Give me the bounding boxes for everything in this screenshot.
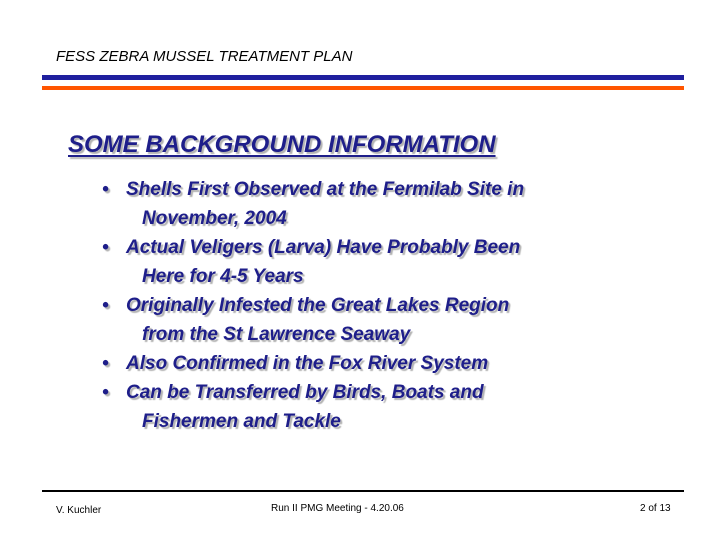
footer-page-number: 2 of 13 [640,503,671,514]
bullet-text-continuation: from the St Lawrence Seaway [142,324,411,345]
footer-rule [42,490,684,492]
bullet-mark: • [102,237,109,258]
section-title: SOME BACKGROUND INFORMATION [68,131,496,158]
bullet-mark: • [102,353,109,374]
bullet-item [100,175,680,233]
bullet-item [100,233,680,291]
bullet-item [100,378,680,436]
bullet-text-continuation: Here for 4-5 Years [142,266,304,287]
bullet-text-line: Originally Infested the Great Lakes Region [126,295,510,316]
bullet-mark: • [102,179,109,200]
bullet-text-line: Shells First Observed at the Fermilab Site in [126,179,525,200]
bullet-item [100,291,680,349]
header-rule-orange [42,86,684,90]
header-rule-blue [42,75,684,80]
bullet-mark: • [102,295,109,316]
bullet-item [100,349,680,378]
bullet-text-continuation: Fishermen and Tackle [142,411,341,432]
header-title: FESS ZEBRA MUSSEL TREATMENT PLAN [56,48,353,65]
bullet-text-line: Can be Transferred by Birds, Boats and [126,382,484,403]
bullet-text-continuation: November, 2004 [142,208,287,229]
bullet-text-line: Actual Veligers (Larva) Have Probably Been [126,237,521,258]
bullet-mark: • [102,382,109,403]
bullet-list [100,175,680,436]
bullet-text-line: Also Confirmed in the Fox River System [126,353,489,374]
footer-author: V. Kuchler [56,505,102,516]
footer-meeting: Run II PMG Meeting - 4.20.06 [271,503,404,514]
